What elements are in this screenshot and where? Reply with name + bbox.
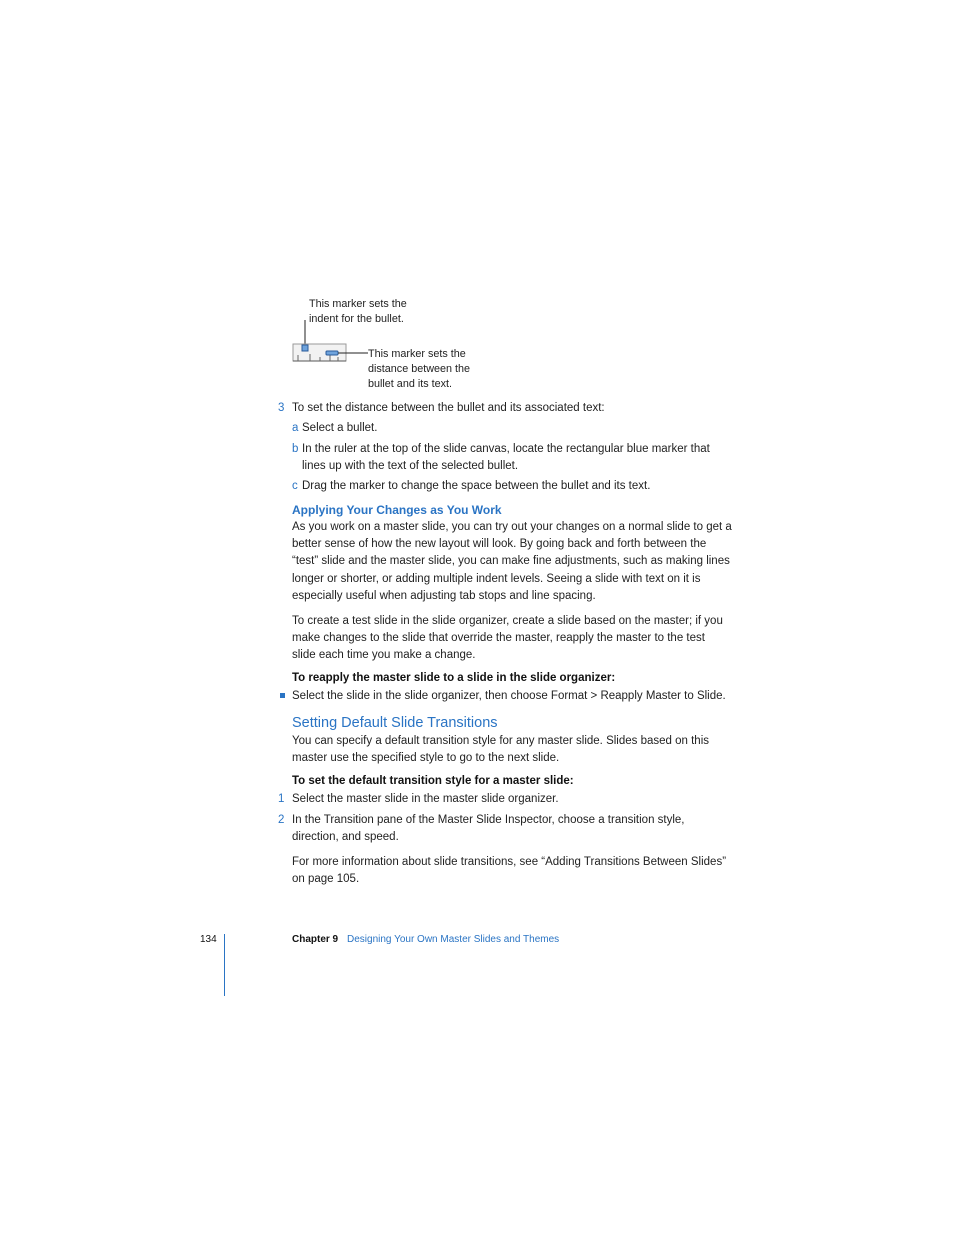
ruler-icon xyxy=(290,318,370,368)
paragraph: For more information about slide transitions, see “Adding Transitions Between Slides” on page 105. xyxy=(292,856,727,886)
callout-indent-line-2: indent for the bullet. xyxy=(309,313,404,325)
paragraph: To create a test slide in the slide organizer, create a slide based on the master; if you make changes to the slide that override the master, reapply the master to the test slide each time you make a change. xyxy=(292,615,723,662)
substep-letter: c xyxy=(292,480,298,492)
callout-indent-line-1: This marker sets the xyxy=(309,298,407,310)
chapter-title: Designing Your Own Master Slides and Themes xyxy=(347,934,560,945)
chapter-label: Chapter 9 xyxy=(292,934,339,945)
section-heading: Setting Default Slide Transitions xyxy=(292,715,498,731)
step-text: To set the distance between the bullet and its associated text: xyxy=(292,402,605,414)
subsection-heading: Applying Your Changes as You Work xyxy=(292,503,502,517)
callout-distance-line-3: bullet and its text. xyxy=(368,378,453,390)
step-number: 1 xyxy=(278,793,285,805)
step-text: In the Transition pane of the Master Slide Inspector, choose a transition style, direction, and speed. xyxy=(292,814,685,844)
callout-distance xyxy=(368,347,470,392)
substep-letter: b xyxy=(292,443,299,455)
substep-text xyxy=(302,441,710,475)
substep-line: In the ruler at the top of the slide canvas, locate the rectangular blue marker that xyxy=(302,443,710,455)
substep-line: lines up with the text of the selected bullet. xyxy=(302,460,519,473)
substep-letter: a xyxy=(292,422,299,434)
paragraph: As you work on a master slide, you can try out your changes on a normal slide to get a better sense of how the new layout will look. By going back and forth between the “test” slide and the master slide, you can make fine adjustments, such as making lines longer or shorter, or adding multiple indent levels. Seeing a slide with text on it is especially useful when adjusting tab stops and line spacing. xyxy=(292,521,732,602)
page-number: 134 xyxy=(200,934,217,945)
task-heading: To reapply the master slide to a slide in the slide organizer: xyxy=(292,672,616,684)
step-number: 2 xyxy=(278,814,285,826)
footer-divider xyxy=(224,934,225,996)
paragraph: You can specify a default transition style for any master slide. Slides based on this master use the specified style to go to the next slide. xyxy=(292,735,709,765)
substep-text: Drag the marker to change the space between the bullet and its text. xyxy=(302,480,651,492)
bullet-square-icon xyxy=(280,693,285,698)
step-text: Select the master slide in the master slide organizer. xyxy=(292,793,559,805)
callout-distance-line-2: distance between the xyxy=(368,363,471,375)
step-number: 3 xyxy=(278,402,285,414)
substep-text: Select a bullet. xyxy=(302,422,378,434)
task-heading: To set the default transition style for a master slide: xyxy=(292,775,574,787)
callout-distance-line-1: This marker sets the xyxy=(368,348,466,360)
bullet-text: Select the slide in the slide organizer, then choose Format > Reapply Master to Slide. xyxy=(292,690,726,702)
